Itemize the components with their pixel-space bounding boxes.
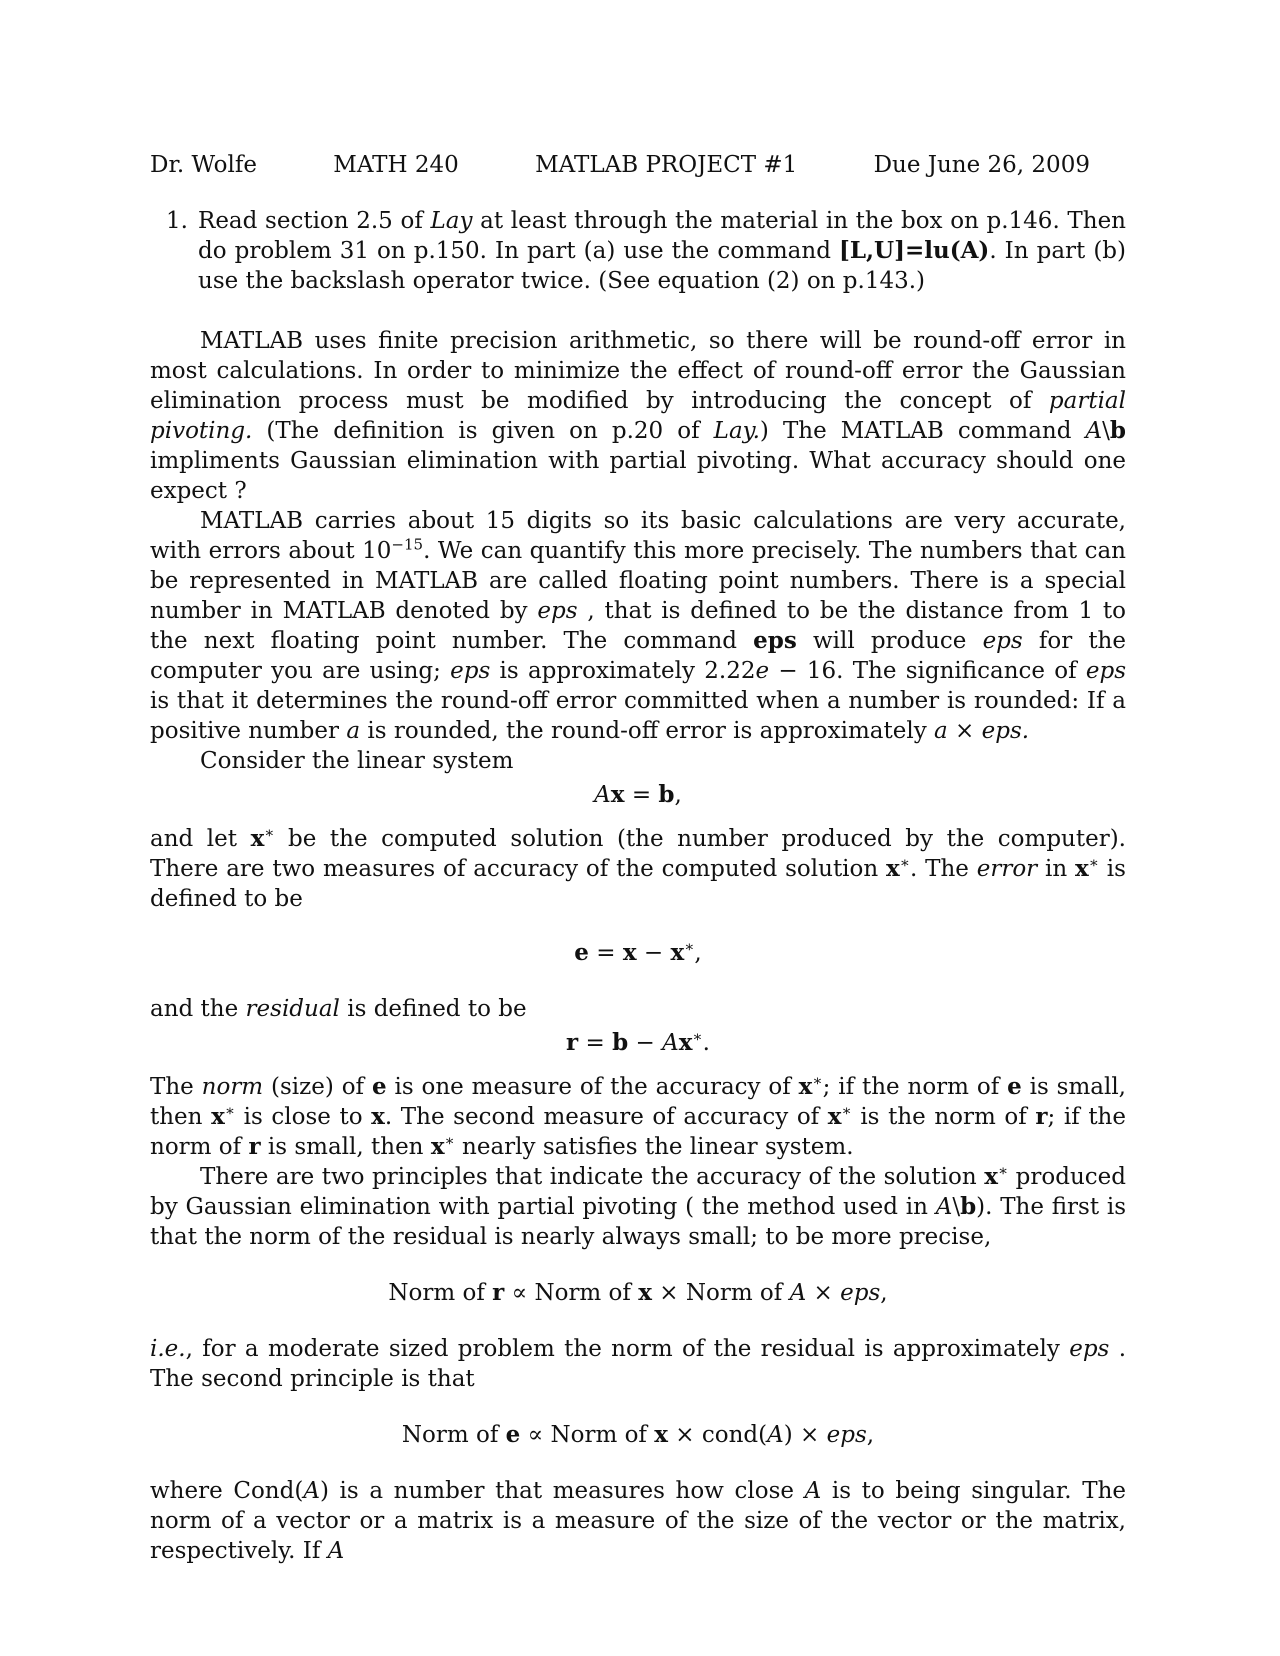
problem-item-1 (150, 206, 1126, 296)
text-run: is defined to be (150, 856, 1126, 912)
vector-symbol: x (1075, 855, 1089, 882)
text-run: The (150, 1074, 202, 1100)
e-symbol: e (755, 658, 770, 684)
vector-symbol: r (1035, 1103, 1048, 1130)
text-run: . The second measure of accuracy of (384, 1104, 828, 1130)
text-run: at least through the material in the box on p.146. Then do problem 31 on p.150. In part (a) use the command (198, 208, 1126, 264)
equation-error (150, 938, 1126, 968)
lu-command: [L,U]=lu(A) (838, 237, 990, 264)
text-run: ; if the norm of (150, 1104, 1126, 1160)
vector-symbol: e (505, 1421, 521, 1448)
text-run: for the computer you are using; (150, 628, 1126, 684)
backslash: \ (1102, 418, 1110, 444)
vector-symbol: e (371, 1073, 387, 1100)
equals-sign: = (588, 940, 623, 966)
minus-sign: − (636, 940, 671, 966)
star: ∗ (997, 1161, 1009, 1180)
text-run: is approximately 2.22 (490, 658, 756, 684)
punctuation: , (674, 782, 682, 808)
paragraph-consider (150, 746, 1126, 776)
vector-symbol: e (1007, 1073, 1022, 1100)
star: ∗ (264, 823, 275, 842)
project-title: MATLAB PROJECT #1 (535, 152, 798, 178)
star: ∗ (692, 1027, 703, 1046)
star: ∗ (444, 1131, 455, 1150)
text-run: ) × (783, 1422, 827, 1448)
star: ∗ (899, 853, 910, 872)
minus-sign: − (628, 1030, 663, 1056)
vector-symbol: r (492, 1279, 505, 1306)
vector-symbol: x (984, 1163, 998, 1190)
text-run: . We can quantify this more precisely. The numbers that can be represented in MATLAB are called floating point numbers. There is a special number in MATLAB denoted by (150, 538, 1126, 624)
text-run: ). The first is that the norm of the residual is nearly always small; to be more precise, (150, 1194, 1126, 1250)
vector-symbol: x (211, 1103, 225, 1130)
due-date: Due June 26, 2009 (873, 152, 1090, 178)
document-page (150, 150, 1126, 1566)
text-run: MATLAB carries about 15 digits so its basic calculations are very accurate, with errors about 10 (150, 508, 1126, 564)
equals-sign: = (578, 1030, 613, 1056)
vector-symbol: x (827, 1103, 842, 1130)
text-run: × Norm of (651, 1280, 790, 1306)
text-run: is to being singular. The norm of a vector or a matrix is a measure of the size of the vector or the matrix, respectively. If (150, 1478, 1127, 1564)
punctuation: . (702, 1030, 710, 1056)
paragraph-condition-number (150, 1476, 1126, 1566)
text-run: , for a moderate sized problem the norm of the residual is approximately (185, 1336, 1070, 1362)
text-run: ∝ Norm of (520, 1422, 655, 1448)
punctuation: , (694, 940, 702, 966)
eps-symbol: eps (537, 598, 578, 624)
text-run: Consider the linear system (200, 748, 514, 774)
paragraph-norm (150, 1072, 1126, 1162)
vector-symbol: b (960, 1193, 977, 1220)
eps-symbol: eps (840, 1280, 881, 1306)
author: Dr. Wolfe (150, 152, 257, 178)
abbreviation-ie: i.e. (150, 1336, 186, 1362)
text-run: Read section 2.5 of (198, 208, 431, 234)
times-sign: × (947, 718, 982, 744)
text-run: is small, then (150, 1074, 1126, 1130)
text-run: × (806, 1280, 841, 1306)
equation-residual-norm (150, 1278, 1126, 1308)
paragraph-residual (150, 994, 1126, 1024)
text-run: ) The MATLAB command (759, 418, 1086, 444)
equation-error-norm (150, 1420, 1126, 1450)
vector-symbol: x (638, 1279, 652, 1306)
book-name: Lay (430, 208, 473, 234)
star: ∗ (224, 1101, 236, 1120)
vector-symbol: x (678, 1029, 693, 1056)
text-run: is the norm of (851, 1104, 1036, 1130)
exponent: −15 (391, 535, 424, 554)
vector-symbol: b (1109, 417, 1126, 444)
problem-text (198, 206, 1126, 296)
vector-symbol: r (566, 1029, 579, 1056)
vector-symbol: x (610, 781, 625, 808)
text-run: . The (909, 856, 977, 882)
text-run: is defined to be (339, 996, 527, 1022)
text-run: × cond( (667, 1422, 768, 1448)
vector-symbol: b (612, 1029, 629, 1056)
text-run: , that is defined to be the distance from 1 to the next floating point number. The command (150, 598, 1126, 654)
matrix-symbol: A (935, 1194, 953, 1220)
vector-symbol: x (654, 1421, 668, 1448)
text-run: (size) of (263, 1074, 372, 1100)
vector-symbol: x (670, 939, 685, 966)
text-run: is one measure of the accuracy of (386, 1074, 799, 1100)
vector-symbol: x (798, 1073, 813, 1100)
text-run: is rounded, the round-off error is approximately (360, 718, 935, 744)
text-run: in (1037, 856, 1076, 882)
text-run: produced by Gaussian elimination with partial pivoting ( the method used in (150, 1164, 1126, 1220)
text-run: . The second principle is that (150, 1336, 1126, 1392)
eps-symbol: eps (450, 658, 491, 684)
text-run: ; if the norm of (822, 1074, 1008, 1100)
text-run: nearly satisfies the linear system. (454, 1134, 854, 1160)
text-run: MATLAB uses finite precision arithmetic, so there will be round-off error in most calculations. In order to minimize the effect of round-off error the Gaussian elimination process must be modified by introducing the concept of (150, 328, 1126, 414)
matrix-symbol: A (662, 1030, 679, 1056)
text-run: where Cond( (150, 1478, 304, 1504)
text-run: impliments Gaussian elimination with partial pivoting. What accuracy should one expect ? (150, 448, 1126, 504)
text-run: There are two principles that indicate the accuracy of the solution (200, 1164, 985, 1190)
paragraph-eps (150, 506, 1126, 746)
equals-sign: = (624, 782, 659, 808)
vector-symbol: x (430, 1133, 445, 1160)
paragraph-computed-solution (150, 824, 1126, 914)
star: ∗ (1088, 853, 1099, 872)
a-symbol: a (346, 718, 361, 744)
eps-symbol: eps (1085, 658, 1126, 684)
problem-number: 1. (166, 208, 188, 234)
paragraph-principles (150, 1162, 1126, 1252)
matrix-symbol: A (303, 1478, 320, 1504)
a-symbol: a (934, 718, 948, 744)
vector-symbol: r (248, 1133, 261, 1160)
term-error: error (976, 856, 1038, 882)
vector-symbol: b (658, 781, 675, 808)
eps-symbol: eps (982, 628, 1023, 654)
matrix-symbol: A (789, 1280, 807, 1306)
text-run: is that it determines the round-off error committed when a number is rounded: If a positive number (150, 688, 1126, 744)
matrix-symbol: A (327, 1538, 345, 1564)
eps-symbol: eps. (981, 718, 1030, 744)
star: ∗ (684, 937, 695, 956)
text-run: and let (150, 826, 251, 852)
backslash: \ (952, 1194, 961, 1220)
punctuation: , (866, 1422, 875, 1448)
term-norm: norm (201, 1074, 264, 1100)
paragraph-moderate-problem (150, 1334, 1126, 1394)
term-partial-pivoting: partial pivoting. (150, 388, 1126, 444)
text-run: will produce (796, 628, 983, 654)
text-run: (The definition is given on p.20 of (252, 418, 714, 444)
vector-symbol: e (574, 939, 589, 966)
text-run: be the computed solution (the number produced by the computer). There are two measures of accuracy of the computed solution (150, 826, 1126, 882)
star: ∗ (841, 1101, 852, 1120)
matrix-symbol: A (1085, 418, 1103, 444)
course: MATH 240 (333, 152, 459, 178)
text-run: − 16. The significance of (769, 658, 1086, 684)
vector-symbol: x (886, 855, 900, 882)
book-name: Lay. (713, 418, 760, 444)
matrix-symbol: A (767, 1422, 784, 1448)
vector-symbol: x (250, 825, 265, 852)
text-run: Norm of (401, 1422, 506, 1448)
punctuation: , (880, 1280, 888, 1306)
term-residual: residual (245, 996, 340, 1022)
text-run: and the (150, 996, 246, 1022)
equation-linear-system (150, 780, 1126, 810)
eps-symbol: eps (826, 1422, 867, 1448)
equation-residual (150, 1028, 1126, 1058)
star: ∗ (812, 1071, 823, 1090)
text-run: ∝ Norm of (504, 1280, 639, 1306)
text-run: . In part (b) use the backslash operator twice. (See equation (2) on p.143.) (198, 238, 1126, 294)
matrix-symbol: A (804, 1478, 822, 1504)
text-run: is close to (235, 1104, 372, 1130)
vector-symbol: x (622, 939, 637, 966)
eps-symbol: eps (1069, 1336, 1110, 1362)
eps-command: eps (753, 627, 797, 654)
paragraph-finite-precision (150, 326, 1126, 506)
text-run: is small, then (260, 1134, 431, 1160)
text-run: ) is a number that measures how close (319, 1478, 805, 1504)
vector-symbol: x (371, 1103, 385, 1130)
matrix-symbol: A (594, 782, 611, 808)
page-header (150, 150, 1126, 180)
text-run: Norm of (388, 1280, 493, 1306)
